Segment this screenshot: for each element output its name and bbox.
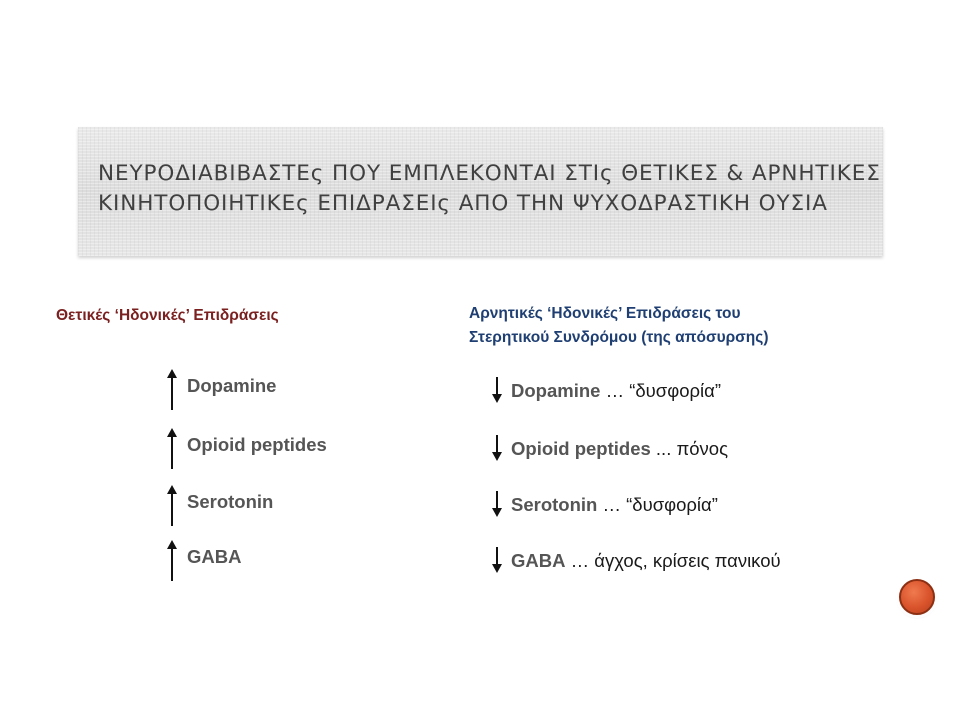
right-item-label — [511, 438, 728, 460]
right-item-neurotransmitter: Dopamine — [511, 380, 601, 401]
slide-title-line-1: ΝΕΥΡΟΔΙΑΒΙΒΑΣΤΕς ΠΟΥ ΕΜΠΛΕΚΟΝΤΑΙ ΣΤΙς ΘΕΤΙΚΕΣ & ΑΡΝΗΤΙΚΕΣ — [98, 161, 881, 186]
up-arrow-icon — [165, 485, 179, 527]
left-item-label: Dopamine — [187, 375, 277, 396]
left-item-label: Opioid peptides — [187, 434, 327, 455]
down-arrow-icon — [491, 377, 503, 403]
negative-effects-heading-line-1: Αρνητικές ‘Ηδονικές’ Επιδράσεις του — [469, 305, 741, 322]
positive-effects-heading: Θετικές ‘Ηδονικές’ Επιδράσεις — [56, 307, 279, 324]
down-arrow-icon — [491, 547, 503, 573]
up-arrow-icon — [165, 540, 179, 582]
right-item-label — [511, 494, 718, 516]
slide-title-line-2: ΚΙΝΗΤΟΠΟΙΗΤΙΚΕς ΕΠΙΔΡΑΣΕΙς ΑΠΟ ΤΗΝ ΨΥΧΟΔΡΑΣΤΙΚΗ ΟΥΣΙΑ — [98, 191, 828, 216]
left-item-label: GABA — [187, 546, 242, 567]
right-item-neurotransmitter: GABA — [511, 550, 566, 571]
up-arrow-icon — [165, 428, 179, 470]
right-item-neurotransmitter: Opioid peptides — [511, 438, 651, 459]
right-item-effect: … “δυσφορία” — [600, 380, 721, 401]
down-arrow-icon — [491, 491, 503, 517]
left-item-label: Serotonin — [187, 491, 274, 512]
down-arrow-icon — [491, 435, 503, 461]
slide-nav-button[interactable] — [899, 579, 935, 615]
right-item-label — [511, 550, 781, 572]
right-item-effect: … άγχος, κρίσεις πανικού — [565, 550, 781, 571]
right-item-label — [511, 380, 721, 402]
right-item-effect: ... πόνος — [650, 438, 728, 459]
negative-effects-heading-line-2: Στερητικού Συνδρόμου (της απόσυρσης) — [469, 329, 769, 346]
right-item-neurotransmitter: Serotonin — [511, 494, 598, 515]
right-item-effect: … “δυσφορία” — [597, 494, 718, 515]
up-arrow-icon — [165, 369, 179, 411]
negative-effects-heading — [469, 302, 768, 350]
